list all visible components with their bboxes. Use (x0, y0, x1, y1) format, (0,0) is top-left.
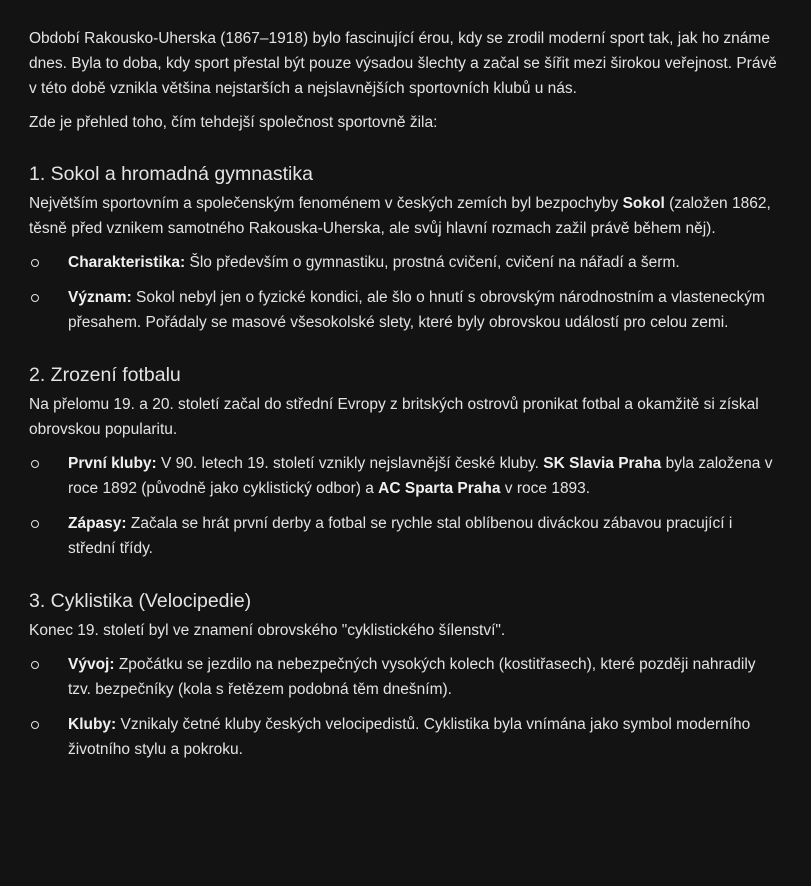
list-item: Vývoj: Zpočátku se jezdilo na nebezpečných vysokých kolech (kostitřasech), které později nahradily tzv. bezpečníky (kola s řetězem podobná těm dnešním). (29, 652, 781, 702)
circle-bullet-icon (31, 259, 39, 267)
section-heading: 2. Zrození fotbalu (29, 364, 181, 386)
section-heading: 1. Sokol a hromadná gymnastika (29, 163, 313, 185)
section-text: Na přelomu 19. a 20. století začal do střední Evropy z britských ostrovů pronikat fotbal a okamžitě si získal obrovskou popularitu. (29, 396, 759, 438)
circle-bullet-icon (31, 721, 39, 729)
section-text: Konec 19. století byl ve znamení obrovského "cyklistického šílenství". (29, 622, 506, 639)
bullet-list (29, 451, 781, 561)
list-item: Význam: Sokol nebyl jen o fyzické kondici, ale šlo o hnutí s obrovským národnostním a vlasteneckým přesahem. Pořádaly se masové všesokolské slety, které byly obrovskou událostí pro celou zemi. (29, 285, 781, 335)
bullet-list (29, 652, 781, 762)
list-item: První kluby: V 90. letech 19. století vznikly nejslavnější české kluby. SK Slavia Praha byla založena v roce 1892 (původně jako cyklistický odbor) a AC Sparta Praha v roce 1893. (29, 451, 781, 501)
intro-paragraph: Období Rakousko-Uherska (1867–1918) bylo fascinující érou, kdy se zrodil moderní sport tak, jak ho známe dnes. Byla to doba, kdy sport přestal být pouze výsadou šlechty a začal se šířit mezi širokou veřejnost. Právě v této době vznikla většina nejstarších a nejslavnějších sportovních klubů u nás. (29, 30, 777, 97)
circle-bullet-icon (31, 294, 39, 302)
list-item: Charakteristika: Šlo především o gymnastiku, prostná cvičení, cvičení na nářadí a šerm. (29, 250, 781, 275)
section-text: Největším sportovním a společenským fenoménem v českých zemích byl bezpochyby Sokol (založen 1862, těsně před vznikem samotného Rakouska-Uherska, ale svůj hlavní rozmach zažil právě během něj). (29, 195, 771, 237)
circle-bullet-icon (31, 520, 39, 528)
bullet-list (29, 250, 781, 335)
section-fotbal (29, 362, 781, 561)
list-item: Zápasy: Začala se hrát první derby a fotbal se rychle stal oblíbenou diváckou zábavou pracující i střední třídy. (29, 511, 781, 561)
list-item: Kluby: Vznikaly četné kluby českých velocipedistů. Cyklistika byla vnímána jako symbol moderního životního stylu a pokroku. (29, 712, 781, 762)
section-cyklistika (29, 588, 781, 762)
section-heading: 3. Cyklistika (Velocipedie) (29, 590, 252, 612)
circle-bullet-icon (31, 661, 39, 669)
circle-bullet-icon (31, 460, 39, 468)
response-content (29, 26, 781, 789)
intro-lead: Zde je přehled toho, čím tehdejší společnost sportovně žila: (29, 114, 438, 131)
section-sokol (29, 161, 781, 335)
